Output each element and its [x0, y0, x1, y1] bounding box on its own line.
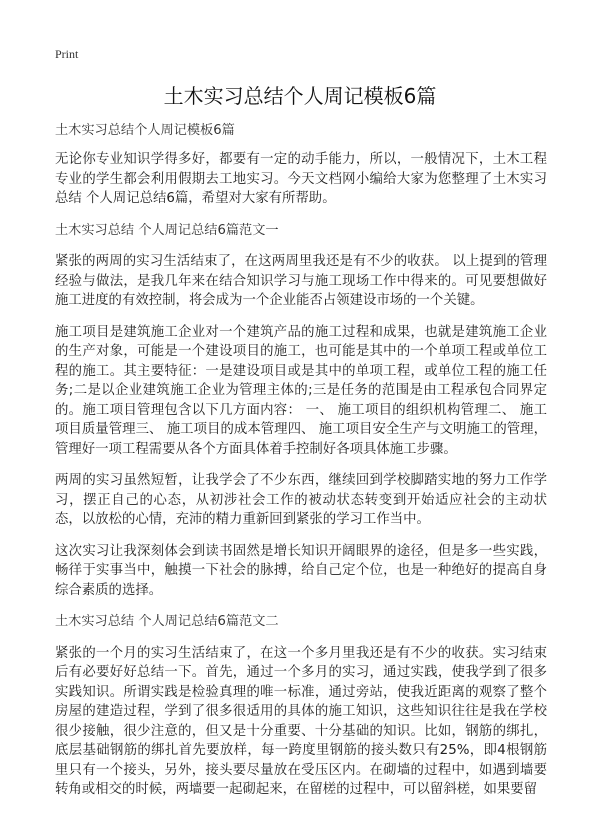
article-body [55, 150, 547, 812]
paragraph: 施工项目是建筑施工企业对一个建筑产品的施工过程和成果，也就是建筑施工企业的生产对象，可能是一个建设项目的施工，也可能是其中的一个单项工程或单位工程的施工。其主要特征：一是建设项目或是其中的单项工程，或单位工程的施工任务;二是以企业建筑施工企业为管理主体的;三是任务的范围是由工程承包合同界定的。施工项目管理包含以下几方面内容： 一、 施工项目的组织机构管理二、 施工项目质量管理三、 施工项目的成本管理四、 施工项目安全生产与文明施工的管理，管理好一项工程需要从各个方面具体着手控制好各项具体施工步骤。 [55, 324, 547, 457]
paragraph: 这次实习让我深刻体会到读书固然是增长知识开阔眼界的途径，但是多一些实践，畅徉于实事当中，触摸一下社会的脉搏，给自己定个位，也是一种绝好的提高自身综合素质的选择。 [55, 543, 547, 598]
paragraph: 紧张的两周的实习生活结束了，在这两周里我还是有不少的收获。 以上提到的管理经验与做法，是我几年来在结合知识学习与施工现场工作中得来的。可见要想做好施工进度的有效控制，将会成为一个企业能否占领建设市场的一个关键。 [55, 254, 547, 308]
paragraph: 紧张的一个月的实习生活结束了，在这一个多月里我还是有不少的收获。实习结束后有必要好好总结一下。首先，通过一个多月的实习，通过实践，使我学到了很多实践知识。所谓实践是检验真理的唯一标准，通过旁站，使我近距离的观察了整个房屋的建造过程，学到了很多很适用的具体的施工知识，这些知识往往是我在学校很少接触，很少注意的，但又是十分重要、十分基础的知识。比如，钢筋的绑扎，底层基础钢筋的绑扎首先要放样，每一跨度里钢筋的接头数只有25%，即4根钢筋里只有一个接头，另外，接头要尽量放在受压区内。在砌墙的过程中，如遇到墙要转角或相交的时候，两墙要一起砌起来，在留槎的过程中，可以留斜槎，如果要留 [55, 645, 547, 797]
section-heading-2: 土木实习总结 个人周记总结6篇范文二 [55, 614, 279, 629]
intro-paragraph: 无论你专业知识学得多好，都要有一定的动手能力，所以，一般情况下，土木工程专业的学生都会利用假期去工地实习。今天文档网小编给大家为您整理了土木实习总结 个人周记总结6篇，希望对大家有所帮助。 [55, 152, 547, 206]
section-heading-1: 土木实习总结 个人周记总结6篇范文一 [55, 222, 279, 238]
print-label[interactable]: Print [55, 47, 79, 61]
page-title: 土木实习总结个人周记模板6篇 [163, 84, 437, 108]
paragraph: 两周的实习虽然短暂，让我学会了不少东西，继续回到学校脚踏实地的努力工作学习，摆正自己的心态，从初涉社会工作的被动状态转变到开始适应社会的主动状态，以放松的心情，充沛的精力重新回到紧张的学习工作当中。 [55, 473, 547, 527]
page-subtitle: 土木实习总结个人周记模板6篇 [55, 123, 235, 138]
